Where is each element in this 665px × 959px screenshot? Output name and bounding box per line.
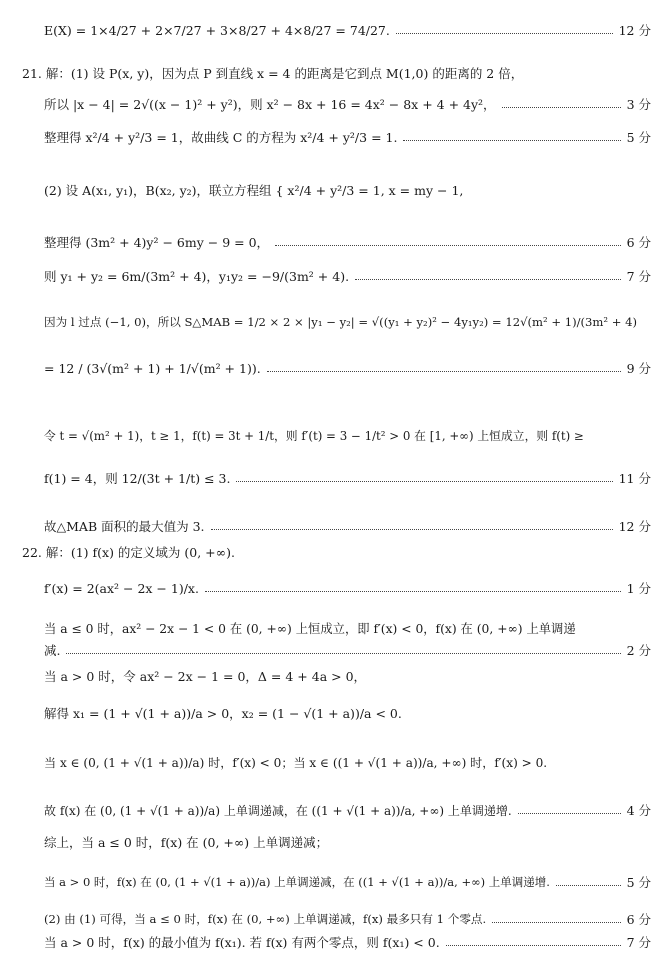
score-label: 4 分: [626, 803, 651, 818]
answer-line: f′(x) = 2(ax² − 2x − 1)/x.: [44, 580, 199, 596]
answer-line: = 12 / (3√(m² + 1) + 1/√(m² + 1)).: [44, 360, 261, 376]
dotted-leader: [211, 529, 613, 530]
score-label: 12 分: [618, 519, 651, 534]
answer-line: E(X) = 1×4/27 + 2×7/27 + 3×8/27 + 4×8/27 = 74/27.: [44, 22, 390, 38]
answer-line: 减.: [44, 643, 61, 658]
dotted-leader: [355, 279, 621, 280]
answer-line: (2) 设 A(x₁, y₁)，B(x₂, y₂)，联立方程组 { x²/4 + y²/3 = 1, x = my − 1,: [44, 183, 464, 198]
score-label: 6 分: [626, 912, 651, 927]
answer-line: 整理得 (3m² + 4)y² − 6my − 9 = 0，: [44, 235, 270, 250]
score-label: 11 分: [618, 471, 651, 486]
dotted-leader: [205, 591, 621, 592]
score-label: 1 分: [626, 581, 651, 596]
score-label: 5 分: [626, 130, 651, 145]
answer-line: 综上，当 a ≤ 0 时，f(x) 在 (0, +∞) 上单调递减；: [44, 835, 329, 850]
answer-line: 当 a > 0 时，f(x) 在 (0, (1 + √(1 + a))/a) 上单调递减，在 ((1 + √(1 + a))/a, +∞) 上单调递增.: [44, 875, 550, 889]
score-label: 2 分: [626, 643, 651, 658]
dotted-leader: [236, 481, 612, 482]
answer-line: 则 y₁ + y₂ = 6m/(3m² + 4)，y₁y₂ = −9/(3m² + 4).: [44, 269, 350, 284]
dotted-leader: [492, 922, 620, 923]
answer-line: 令 t = √(m² + 1)，t ≥ 1，f(t) = 3t + 1/t，则 f′(t) = 3 − 1/t² > 0 在 [1, +∞) 上恒成立，则 f(t) ≥: [44, 428, 584, 443]
question-heading: 22. 解：(1) f(x) 的定义域为 (0, +∞).: [22, 545, 235, 560]
answer-line: 因为 l 过点 (−1, 0)，所以 S△MAB = 1/2 × 2 × |y₁ − y₂| = √((y₁ + y₂)² − 4y₁y₂) = 12√(m² + 1)/(3m² + 4): [44, 315, 638, 329]
dotted-leader: [66, 653, 620, 654]
score-label: 5 分: [626, 875, 651, 890]
score-label: 6 分: [626, 235, 651, 250]
answer-line: 故△MAB 面积的最大值为 3.: [44, 519, 205, 534]
answer-line: 当 x ∈ (0, (1 + √(1 + a))/a) 时，f′(x) < 0；当 x ∈ ((1 + √(1 + a))/a, +∞) 时，f′(x) > 0.: [44, 755, 548, 770]
dotted-leader: [556, 885, 621, 886]
dotted-leader: [275, 245, 621, 246]
answer-line: 所以 |x − 4| = 2√((x − 1)² + y²)，则 x² − 8x + 16 = 4x² − 8x + 4 + 4y²，: [44, 97, 496, 112]
answer-line: (2) 由 (1) 可得，当 a ≤ 0 时，f(x) 在 (0, +∞) 上单调递减，f(x) 最多只有 1 个零点.: [44, 912, 487, 926]
score-label: 7 分: [626, 935, 651, 950]
question-heading: 21. 解：(1) 设 P(x, y)，因为点 P 到直线 x = 4 的距离是它到点 M(1,0) 的距离的 2 倍，: [22, 66, 524, 81]
score-label: 12 分: [618, 23, 651, 38]
answer-line: 当 a > 0 时，令 ax² − 2x − 1 = 0，Δ = 4 + 4a > 0，: [44, 669, 367, 684]
answer-line: 整理得 x²/4 + y²/3 = 1，故曲线 C 的方程为 x²/4 + y²/3 = 1.: [44, 130, 398, 145]
dotted-leader: [396, 33, 613, 34]
score-label: 7 分: [626, 269, 651, 284]
score-label: 9 分: [626, 361, 651, 376]
dotted-leader: [403, 140, 620, 141]
score-label: 3 分: [626, 97, 651, 112]
answer-line: 当 a ≤ 0 时，ax² − 2x − 1 < 0 在 (0, +∞) 上恒成立，即 f′(x) < 0，f(x) 在 (0, +∞) 上单调递: [44, 622, 576, 636]
dotted-leader: [446, 945, 621, 946]
answer-line: 故 f(x) 在 (0, (1 + √(1 + a))/a) 上单调递减，在 ((1 + √(1 + a))/a, +∞) 上单调递增.: [44, 803, 512, 818]
dotted-leader: [267, 371, 621, 372]
answer-line: 解得 x₁ = (1 + √(1 + a))/a > 0，x₂ = (1 − √(1 + a))/a < 0.: [44, 706, 402, 721]
dotted-leader: [502, 107, 621, 108]
answer-line: f(1) = 4，则 12/(3t + 1/t) ≤ 3.: [44, 471, 231, 486]
answer-line: 当 a > 0 时，f(x) 的最小值为 f(x₁). 若 f(x) 有两个零点，则 f(x₁) < 0.: [44, 935, 440, 950]
dotted-leader: [518, 813, 621, 814]
